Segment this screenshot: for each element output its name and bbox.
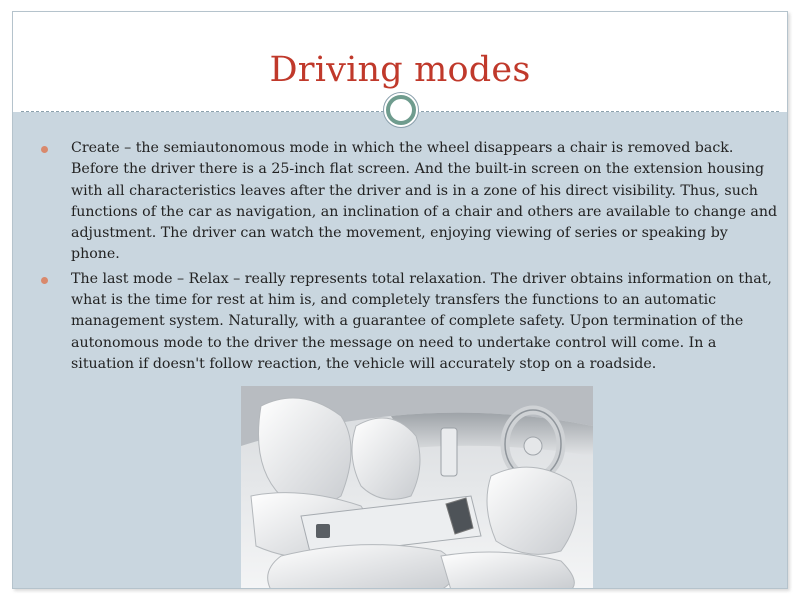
- bullet-list: [41, 138, 779, 378]
- slide-title: Driving modes: [269, 50, 531, 90]
- list-item: [41, 269, 779, 375]
- list-item: [41, 138, 779, 266]
- car-interior-photo: [241, 386, 593, 589]
- slide-frame: [12, 11, 788, 589]
- bullet-dot-icon: [41, 146, 48, 153]
- bullet-text: Create – the semiautonomous mode in which the wheel disappears a chair is removed back. Before the driver there is a 25-inch flat screen. And the built-in screen on the extension housing with all characteristics leaves after the driver and is in a zone of his direct visibility. Thus, such functions of the car as navigation, an inclination of a chair and others are available to change and adjustment. The driver can watch the movement, enjoying viewing of series or speaking by phone.: [71, 140, 778, 263]
- bullet-dot-icon: [41, 277, 48, 284]
- bullet-text: The last mode – Relax – really represents total relaxation. The driver obtains information on that, what is the time for rest at him is, and completely transfers the functions to an automatic management system. Naturally, with a guarantee of complete safety. Upon termination of the autonomous mode to the driver the message on need to undertake control will come. In a situation if doesn't follow reaction, the vehicle will accurately stop on a roadside.: [71, 270, 772, 372]
- circle-ornament-icon: [382, 91, 420, 129]
